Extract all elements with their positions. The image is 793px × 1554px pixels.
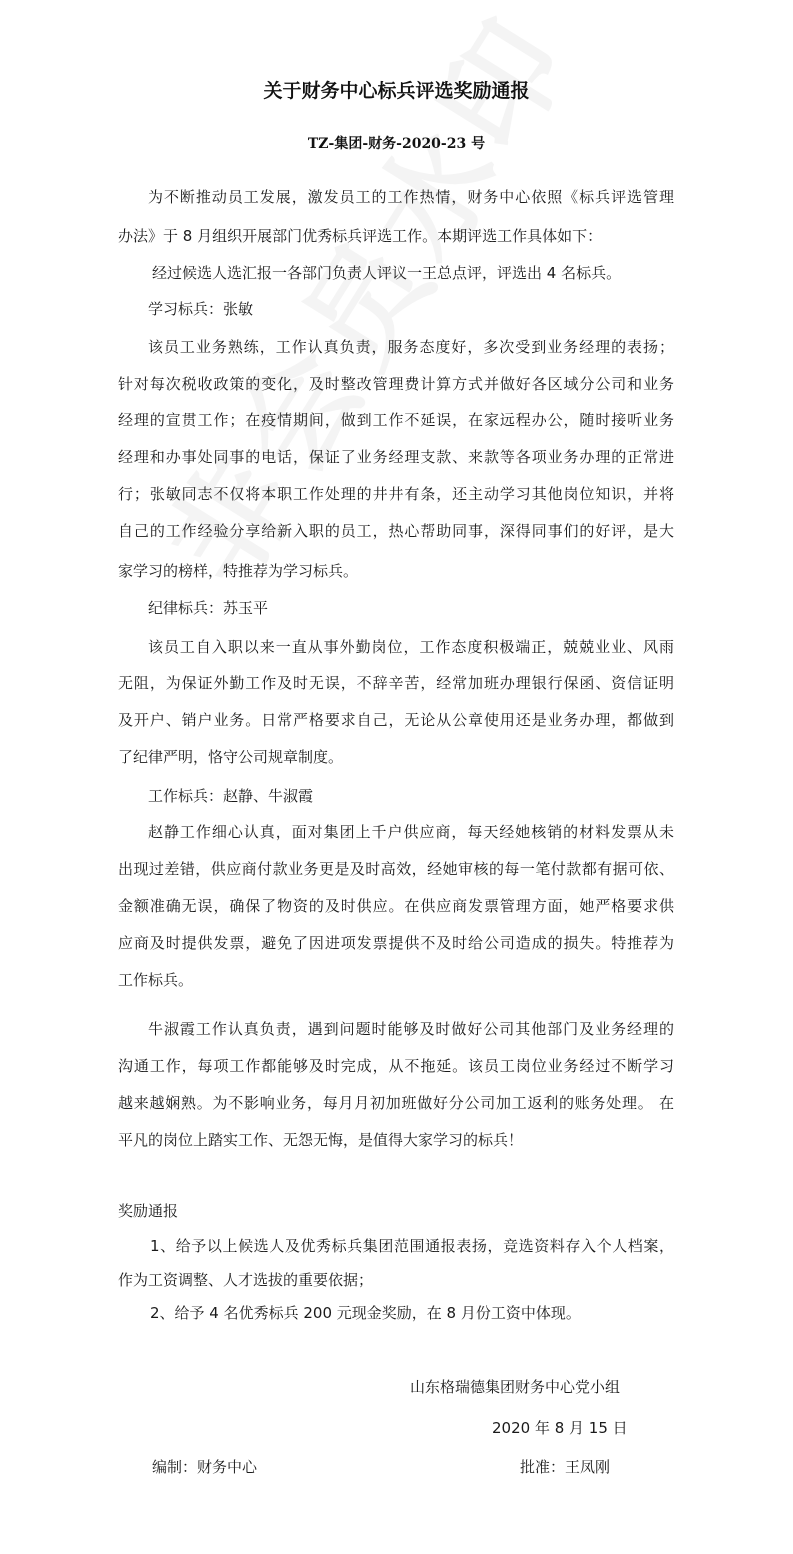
discipline-line-2: 无阻，为保证外勤工作及时无误，不辞辛苦，经常加班办理银行保函、资信证明 [118,674,674,692]
study-line-3: 经理的宣贯工作；在疫情期间，做到工作不延误，在家远程办公，随时接听业务 [118,411,674,429]
document-title: 关于财务中心标兵评选奖励通报 [263,80,530,102]
study-line-5: 行；张敏同志不仅将本职工作处理的井井有条，还主动学习其他岗位知识，并将 [118,485,674,503]
work-p1-line-4: 应商及时提供发票，避免了因进项发票提供不及时给公司造成的损失。特推荐为 [118,934,674,952]
discipline-line-3: 及开户、销户业务。日常严格要求自己，无论从公章使用还是业务办理，都做到 [118,711,674,729]
work-p2-line-1: 牛淑霞工作认真负责，遇到问题时能够及时做好公司其他部门及业务经理的 [148,1020,674,1038]
reward-heading: 奖励通报 [118,1202,179,1220]
work-p2-line-2: 沟通工作，每项工作都能够及时完成，从不拖延。该员工岗位业务经过不断学习 [118,1057,674,1075]
study-line-2: 针对每次税收政策的变化，及时整改管理费计算方式并做好各区域分公司和业务 [118,375,674,393]
work-p1-line-5: 工作标兵。 [118,971,194,989]
selection-process: 经过候选人选汇报一各部门负责人评议一王总点评，评选出 4 名标兵。 [152,264,622,282]
intro-line-2: 办法》于 8 月组织开展部门优秀标兵评选工作。本期评选工作具体如下： [118,227,603,245]
study-line-4: 经理和办事处同事的电话，保证了业务经理支款、来款等各项业务办理的正常进 [118,448,674,466]
discipline-heading: 纪律标兵：苏玉平 [148,599,269,617]
discipline-line-1: 该员工自入职以来一直从事外勤岗位，工作态度积极端正，兢兢业业、风雨 [148,638,674,656]
study-line-1: 该员工业务熟练，工作认真负责，服务态度好，多次受到业务经理的表扬； [148,338,674,356]
reward-item-1a: 1、给予以上候选人及优秀标兵集团范围通报表扬，竞选资料存入个人档案， [150,1237,674,1255]
work-p1-line-3: 金额准确无误，确保了物资的及时供应。在供应商发票管理方面，她严格要求供 [118,897,674,915]
study-line-7: 家学习的榜样，特推荐为学习标兵。 [118,562,359,580]
signature-org: 山东格瑞德集团财务中心党小组 [410,1378,621,1396]
prepared-by: 编制：财务中心 [152,1458,258,1476]
work-p2-line-3: 越来越娴熟。为不影响业务，每月月初加班做好分公司加工返利的账务处理。 在 [118,1094,674,1112]
work-p1-line-2: 出现过差错，供应商付款业务更是及时高效，经她审核的每一笔付款都有据可依、 [118,860,674,878]
reward-item-1b: 作为工资调整、人才选拔的重要依据； [118,1271,374,1289]
intro-line-1: 为不断推动员工发展，激发员工的工作热情，财务中心依照《标兵评选管理 [148,188,674,206]
study-heading: 学习标兵：张敏 [148,300,254,318]
signature-date: 2020 年 8 月 15 日 [492,1419,628,1437]
work-p1-line-1: 赵静工作细心认真，面对集团上千户供应商，每天经她核销的材料发票从未 [148,823,674,841]
discipline-line-4: 了纪律严明，恪守公司规章制度。 [118,748,344,766]
study-line-6: 自己的工作经验分享给新入职的员工，热心帮助同事，深得同事们的好评，是大 [118,522,674,540]
approved-by: 批准：王凤刚 [520,1458,611,1476]
work-p2-line-4: 平凡的岗位上踏实工作、无怨无悔，是值得大家学习的标兵！ [118,1131,524,1149]
document-number: TZ-集团-财务-2020-23 号 [307,136,486,152]
work-heading: 工作标兵：赵静、牛淑霞 [148,787,314,805]
reward-item-2: 2、给予 4 名优秀标兵 200 元现金奖励，在 8 月份工资中体现。 [150,1304,581,1322]
